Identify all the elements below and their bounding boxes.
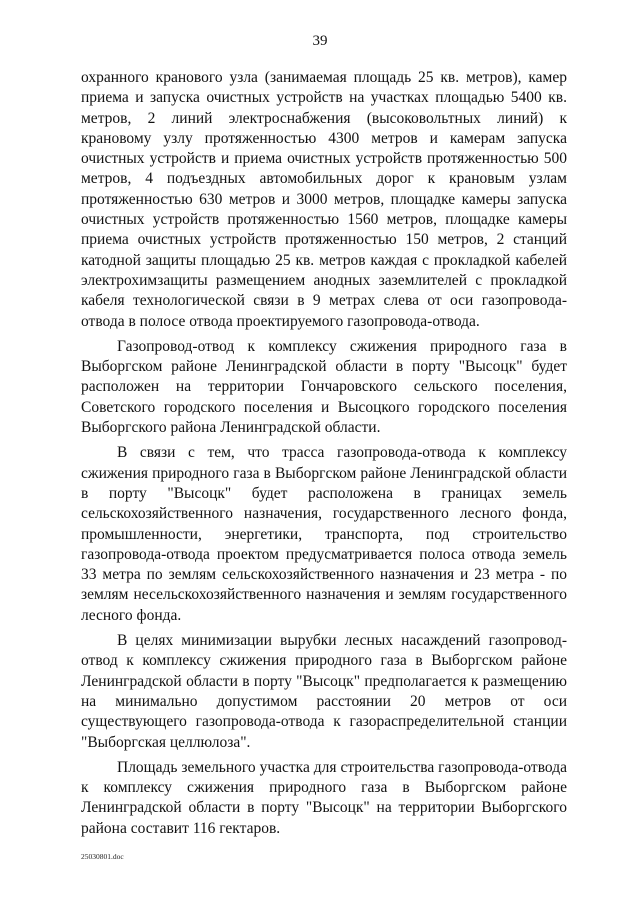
paragraph-deforestation: В целях минимизации вырубки лесных насаждений газопровод-отвод к комплексу сжижения природного газа в Выборгском районе Ленинградской области в порту "Высоцк" предполагается к размещению на минимально допустимом расстоянии 20 метров от оси существующего газопровода-отвода к газораспределительной станции "Выборгская целлюлоза". (81, 632, 567, 751)
paragraph-route-location: Газопровод-отвод к комплексу сжижения природного газа в Выборгском районе Ленинградской области в порту "Высоцк" будет расположен на территории Гончаровского сельского поселения, Советского городского поселения и Высоцкого городского поселения Выборгского района Ленинградской области. (81, 337, 567, 437)
page-number: 39 (312, 33, 328, 49)
paragraph-continuation: охранного кранового узла (занимаемая площадь 25 кв. метров), камер приема и запуска очистных устройств на участках площадью 5400 кв. метров, 2 линий электроснабжения (высоковольтных линий) к крановому узлу протяженностью 4300 метров и камерам запуска очистных устройств и приема очистных устройств протяженностью 500 метров, 4 подъездных автомобильных дорог к крановым узлам протяженностью 630 метров и 3000 метров, площадке камеры запуска очистных устройств протяженностью 1560 метров, площадке камеры приема очистных устройств протяженностью 150 метров, 2 станций катодной защиты площадью 25 кв. метров каждая с прокладкой кабелей электрохимзащиты размещением анодных заземлителей с прокладкой кабеля технологической связи в 9 метрах слева от оси газопровода-отвода в полосе отвода проектируемого газопровода-отвода. (81, 69, 567, 330)
file-code: 25030801.doc (81, 852, 124, 861)
document-body (81, 68, 567, 844)
paragraph-allotment-strip: В связи с тем, что трасса газопровода-отвода к комплексу сжижения природного газа в Выборгском районе Ленинградской области в порту "Высоцк" будет расположена в границах земель сельскохозяйственного назначения, государственного лесного фонда, промышленности, энергетики, транспорта, под строительство газопровода-отвода проектом предусматривается полоса отвода земель 33 метра по землям сельскохозяйственного назначения и 23 метра - по землям несельскохозяйственного назначения и землям государственного лесного фонда. (81, 444, 567, 624)
paragraph-land-area: Площадь земельного участка для строительства газопровода-отвода к комплексу сжижения природного газа в Выборгском районе Ленинградской области в порту "Высоцк" на территории Выборгского района составит 116 гектаров. (81, 758, 567, 837)
